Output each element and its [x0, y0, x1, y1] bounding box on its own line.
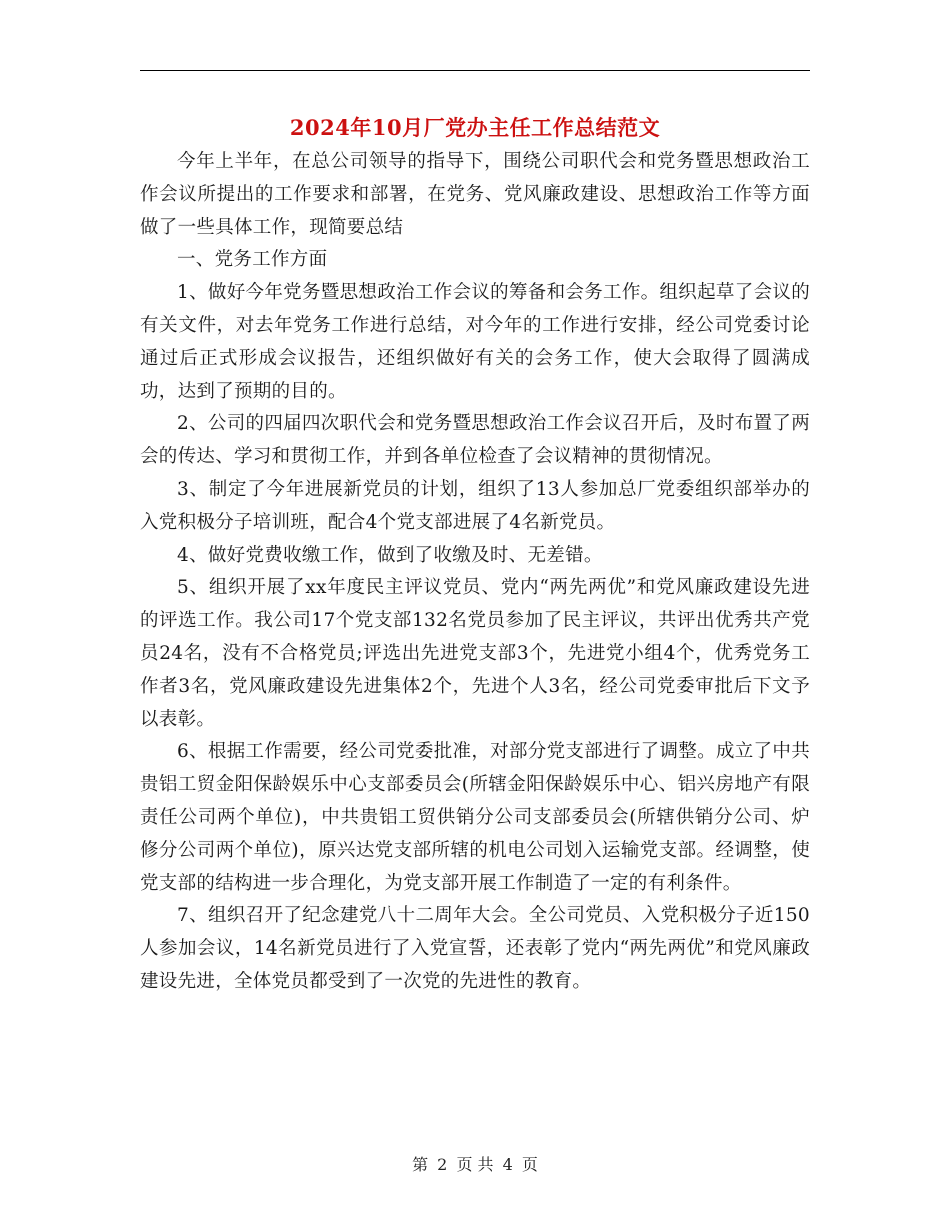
item-paragraph-2: 2、公司的四届四次职代会和党务暨思想政治工作会议召开后，及时布置了两会的传达、学习和贯彻工作，并到各单位检查了会议精神的贯彻情况。 [140, 413, 810, 468]
section-heading-party-affairs: 一、党务工作方面 [177, 249, 328, 271]
page-label-prefix: 第 [412, 1155, 429, 1174]
page-label-suffix: 页 [521, 1155, 538, 1174]
page-number-footer [140, 1153, 810, 1177]
current-page-number: 2 [437, 1155, 448, 1174]
total-pages-number: 4 [502, 1155, 513, 1174]
page-label-mid: 页 共 [456, 1155, 494, 1174]
item-paragraph-6: 6、根据工作需要，经公司党委批准，对部分党支部进行了调整。成立了中共贵铝工贸金阳保龄娱乐中心支部委员会(所辖金阳保龄娱乐中心、铝兴房地产有限责任公司两个单位)，中共贵铝工贸供销分公司支部委员会(所辖供销分公司、炉修分公司两个单位)，原兴达党支部所辖的机电公司划入运输党支部。经调整，使党支部的结构进一步合理化，为党支部开展工作制造了一定的有利条件。 [140, 741, 810, 894]
item-paragraph-1: 1、做好今年党务暨思想政治工作会议的筹备和会务工作。组织起草了会议的有关文件，对去年党务工作进行总结，对今年的工作进行安排，经公司党委讨论通过后正式形成会议报告，还组织做好有关的会务工作，使大会取得了圆满成功，达到了预期的目的。 [140, 282, 810, 402]
header-rule [140, 70, 810, 71]
intro-paragraph: 今年上半年，在总公司领导的指导下，围绕公司职代会和党务暨思想政治工作会议所提出的工作要求和部署，在党务、党风廉政建设、思想政治工作等方面做了一些具体工作，现简要总结 [140, 151, 810, 238]
document-body [140, 146, 810, 999]
document-title: 2024年10月厂党办主任工作总结范文 [289, 115, 661, 140]
item-paragraph-4: 4、做好党费收缴工作，做到了收缴及时、无差错。 [177, 544, 603, 566]
item-paragraph-3: 3、制定了今年进展新党员的计划，组织了13人参加总厂党委组织部举办的入党积极分子培训班，配合4个党支部进展了4名新党员。 [140, 478, 810, 533]
item-paragraph-7: 7、组织召开了纪念建党八十二周年大会。全公司党员、入党积极分子近150人参加会议，14名新党员进行了入党宣誓，还表彰了党内“两先两优”和党风廉政建设先进，全体党员都受到了一次党的先进性的教育。 [140, 905, 810, 992]
item-paragraph-5: 5、组织开展了xx年度民主评议党员、党内“两先两优”和党风廉政建设先进的评选工作。我公司17个党支部132名党员参加了民主评议，共评出优秀共产党员24名，没有不合格党员;评选出先进党支部3个，先进党小组4个，优秀党务工作者3名，党风廉政建设先进集体2个，先进个人3名，经公司党委审批后下文予以表彰。 [140, 577, 810, 730]
